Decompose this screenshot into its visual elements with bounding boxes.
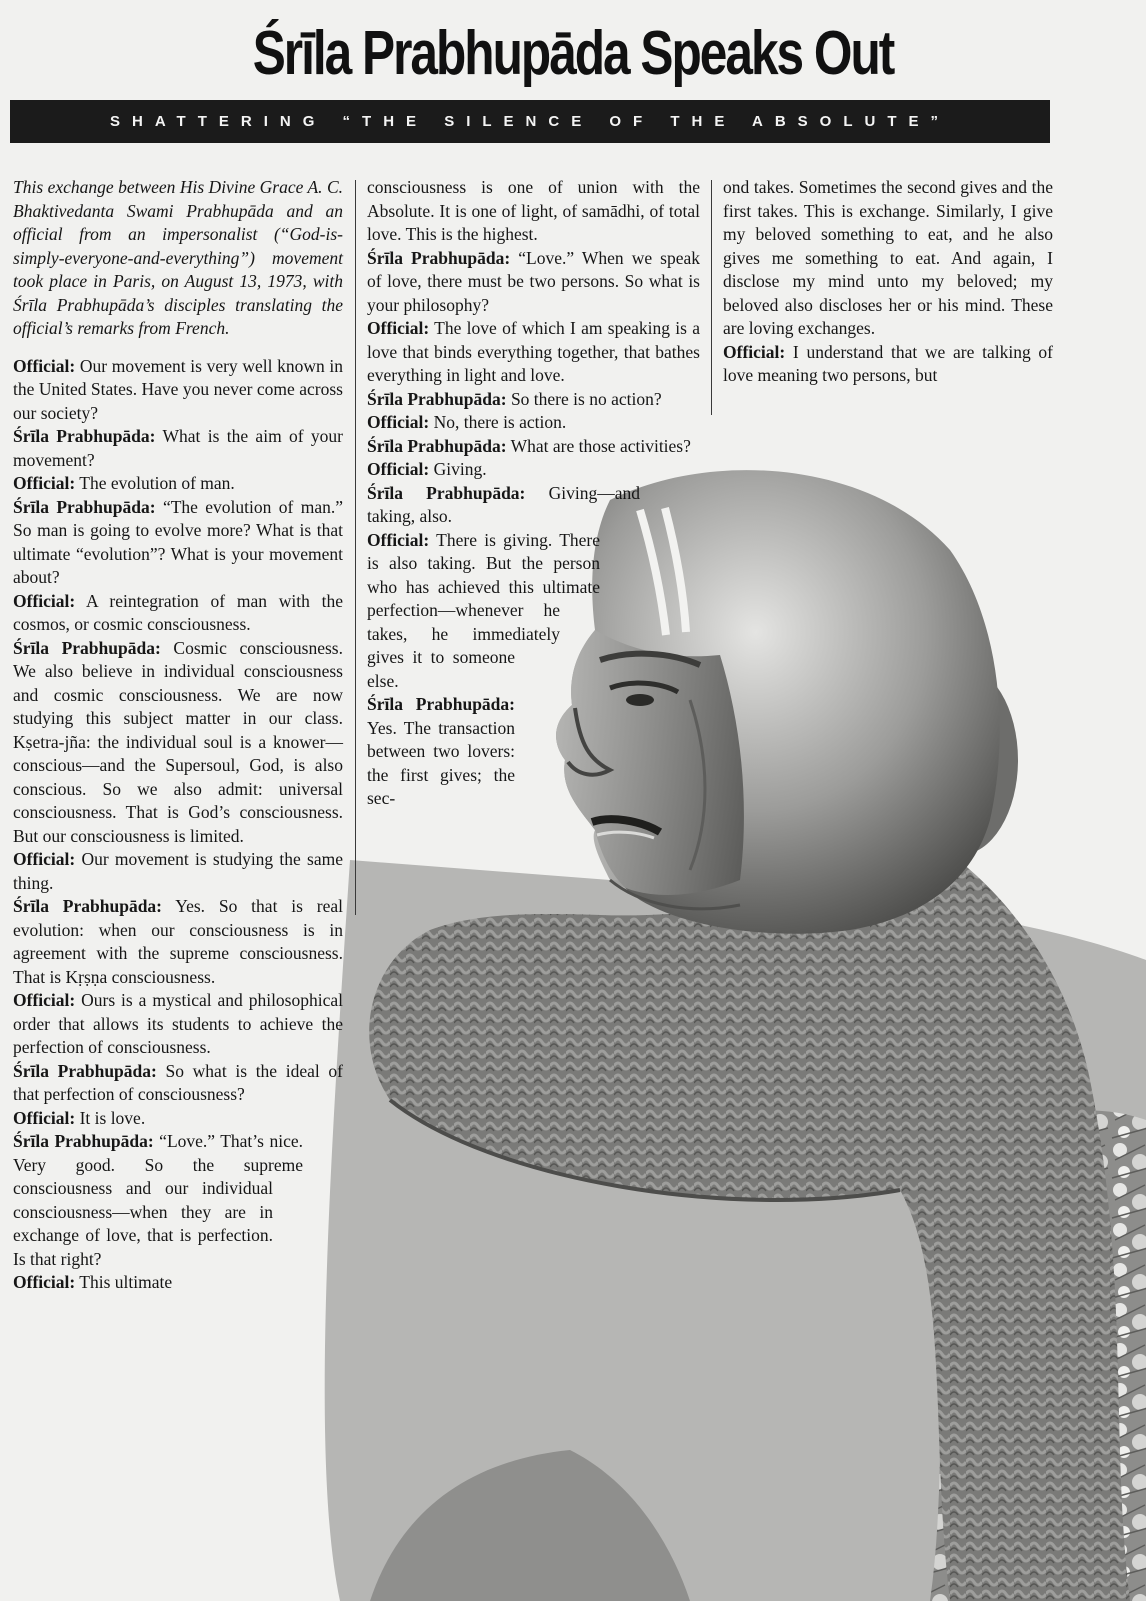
speaker-prabhupada: Śrīla Prabhupāda: [13,896,163,916]
dialogue-paragraph [367,388,700,412]
speaker-official: Official: [367,459,430,479]
article-column-2 [367,176,700,881]
speaker-prabhupada: Śrīla Prabhupāda: [13,1060,157,1081]
dialogue-paragraph [367,247,700,318]
speaker-prabhupada: Śrīla Prabhupāda: [367,247,511,268]
dialogue-text: Yes. So that is real evolution: when our consciousness is in agreement with the supreme consciousness. That is Kṛṣṇa consciousness. [13,896,343,987]
subtitle-banner: SHATTERING “THE SILENCE OF THE ABSOLUTE” [10,100,1050,143]
dialogue-text: There is giving. There is also taking. But the person who has achieved this ultimate perfection—whenever he takes, he immediately gives it to someone else. [367,529,601,691]
dialogue-paragraph [13,1107,343,1131]
dialogue-paragraph [723,176,1053,341]
speaker-official: Official: [13,590,76,611]
dialogue-text: Cosmic consciousness. We also believe in individual consciousness and cosmic consciousness. We are now studying this subject matter in our class. Kṣetra-jña: the individual soul is a knower—conscious—and the Supersoul, God, is also conscious. So we also admit: universal consciousness. That is God’s consciousness. But our consciousness is limited. [13,637,343,846]
speaker-official: Official: [13,473,76,493]
dialogue-text: Giving. [433,459,487,479]
dialogue-text: ond takes. Sometimes the second gives and the first takes. This is exchange. Similarly, I give my beloved something to eat, and he also gives me something to eat. And again, I disclose my mind unto my beloved; my beloved also discloses her or his mind. These are loving exchanges. [723,177,1053,338]
dialogue-paragraph [13,425,343,472]
speaker-prabhupada: Śrīla Prabhupāda: [367,435,507,456]
dialogue-paragraph [13,895,343,989]
speaker-prabhupada: Śrīla Prabhupāda: [367,694,515,714]
speaker-prabhupada: Śrīla Prabhupāda: [13,426,156,446]
speaker-official: Official: [367,412,430,432]
dialogue-text: No, there is action. [433,412,567,432]
dialogue-paragraph [367,435,700,459]
dialogue-text: What are those activities? [510,435,691,456]
speaker-prabhupada: Śrīla Prabhupāda: [367,388,507,409]
dialogue-paragraph [13,496,343,590]
dialogue-text: “Love.” That’s nice. Very good. So the supreme consciousness and our individual consciousness—when they are in exchange of love, that is perfection. Is that right? [13,1131,303,1269]
dialogue-paragraph [367,176,700,247]
page-title: Śrīla Prabhupāda Speaks Out [252,19,894,88]
dialogue-text: “The evolution of man.” So man is going to evolve more? What is that ultimate “evolution”? What is your movement about? [13,496,343,587]
dialogue-text: So what is the ideal of that perfection of consciousness? [13,1060,343,1104]
dialogue-paragraph [367,411,700,435]
dialogue-paragraph [13,848,343,895]
dialogue-text: Giving—and taking, also. [367,482,640,526]
speaker-prabhupada: Śrīla Prabhupāda: [367,482,526,503]
dialogue-text: The love of which I am speaking is a love that binds everything together, that bathes everything in light and love. [367,318,700,385]
speaker-official: Official: [13,355,76,376]
dialogue-paragraph [13,1060,343,1107]
intro-paragraph: This exchange between His Divine Grace A. C. Bhaktivedanta Swami Prabhupāda and an official from an impersonalist (“God-is-simply-everyone-and-everything”) movement took place in Paris, on August 13, 1973, with Śrīla Prabhupāda’s disciples translating the official’s remarks from French. [13,177,343,338]
dialogue-paragraph [367,317,700,388]
column-divider [711,180,712,415]
dialogue-text: Yes. The transaction between two lovers: the first gives; the sec- [367,717,515,808]
speaker-official: Official: [367,318,430,338]
dialogue-text: A reintegration of man with the cosmos, or cosmic consciousness. [13,590,343,634]
dialogue-paragraph [13,637,343,849]
dialogue-paragraph [13,355,343,426]
dialogue-paragraph [13,989,343,1060]
dialogue-text: This ultimate [79,1272,173,1292]
dialogue-text: So there is no action? [510,388,662,409]
article-column-3 [723,176,1053,388]
dialogue-paragraph [13,472,343,496]
speaker-official: Official: [13,1107,76,1128]
speaker-official: Official: [723,341,786,362]
dialogue-text: “Love.” When we speak of love, there must be two persons. So what is your philosophy? [367,247,700,315]
dialogue-text: What is the aim of your movement? [13,426,343,470]
dialogue-text: Our movement is studying the same thing. [13,849,343,893]
speaker-official: Official: [13,1272,76,1292]
column-divider [355,180,356,915]
dialogue-text: Ours is a mystical and philosophical order that allows its students to achieve the perfection of consciousness. [13,990,344,1057]
article-column-1 [13,176,343,1473]
dialogue-text: consciousness is one of union with the Absolute. It is one of light, of samādhi, of total love. This is the highest. [367,177,700,244]
dialogue-text: The evolution of man. [79,473,235,493]
speaker-official: Official: [13,990,76,1010]
dialogue-text: I understand that we are talking of love meaning two persons, but [723,341,1053,385]
speaker-official: Official: [367,529,430,550]
dialogue-text: It is love. [79,1107,146,1128]
dialogue-paragraph [367,458,700,482]
speaker-prabhupada: Śrīla Prabhupāda: [13,1131,154,1151]
dialogue-paragraph [13,590,343,637]
dialogue-paragraph [723,341,1053,388]
speaker-official: Official: [13,849,76,869]
speaker-prabhupada: Śrīla Prabhupāda: [13,496,156,517]
speaker-prabhupada: Śrīla Prabhupāda: [13,637,161,658]
dialogue-text: Our movement is very well known in the United States. Have you never come across our society? [13,355,344,423]
